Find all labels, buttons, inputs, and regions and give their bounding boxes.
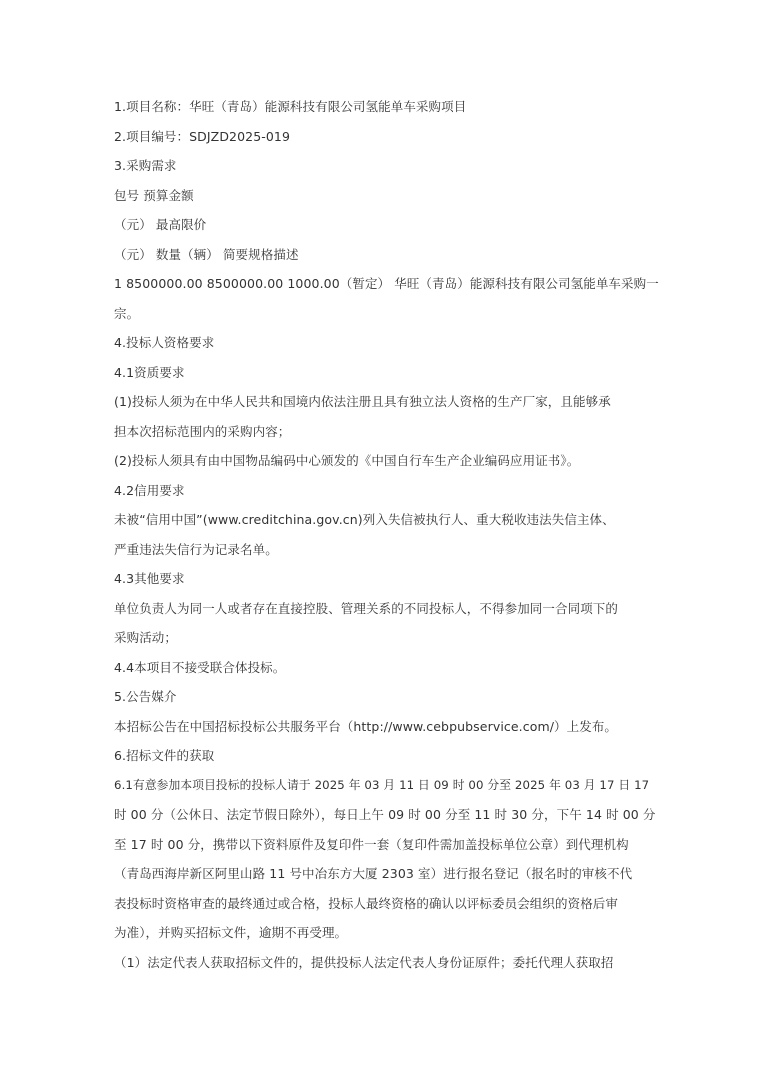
table-header-line: （元） 数量（辆） 简要规格描述: [114, 246, 299, 262]
table-header-line: 包号 预算金额: [114, 187, 194, 203]
paragraph-line: 本招标公告在中国招标投标公共服务平台（http://www.cebpubservice.com/）上发布。: [114, 718, 618, 734]
paragraph-line: 担本次招标范围内的采购内容；: [114, 423, 291, 439]
paragraph-line: 6.1有意参加本项目投标的投标人请于 2025 年 03 月 11 日 09 时 00 分至 2025 年 03 月 17 日 17: [114, 777, 650, 792]
paragraph-line: 严重违法失信行为记录名单。: [114, 541, 278, 557]
subsection-heading: 4.2信用要求: [114, 482, 185, 498]
paragraph-line: （青岛西海岸新区阿里山路 11 号中冶东方大厦 2303 室）进行报名登记（报名时的审核不代: [114, 866, 633, 881]
table-row-line: 1 8500000.00 8500000.00 1000.00（暂定） 华旺（青岛）能源科技有限公司氢能单车采购一: [114, 276, 659, 291]
section-heading-qualification: 4.投标人资格要求: [114, 335, 215, 350]
document-body: [114, 92, 659, 977]
paragraph-line: 表投标时资格审查的最终通过或合格，投标人最终资格的确认以评标委员会组织的资格后审: [114, 895, 619, 911]
paragraph-line: (2)投标人须具有由中国物品编码中心颁发的《中国自行车生产企业编码应用证书》。: [114, 453, 580, 468]
project-number-line: 2.项目编号：SDJZD2025-019: [114, 128, 291, 144]
project-name-line: 1.项目名称：华旺（青岛）能源科技有限公司氢能单车采购项目: [114, 99, 467, 114]
section-heading-procurement: 3.采购需求: [114, 158, 177, 173]
section-heading-media: 5.公告媒介: [114, 689, 177, 704]
paragraph-line: （1）法定代表人获取招标文件的，提供投标人法定代表人身份证原件；委托代理人获取招: [114, 954, 614, 970]
paragraph-line: 时 00 分（公休日、法定节假日除外），每日上午 09 时 00 分至 11 时 30 分，下午 14 时 00 分: [114, 807, 656, 822]
paragraph-line: 采购活动；: [114, 630, 178, 645]
paragraph-line: 为准），并购买招标文件，逾期不再受理。: [114, 925, 348, 940]
subsection-heading: 4.4本项目不接受联合体投标。: [114, 659, 286, 675]
subsection-heading: 4.1资质要求: [114, 364, 185, 380]
paragraph-line: 至 17 时 00 分，携带以下资料原件及复印件一套（复印件需加盖投标单位公章）到代理机构: [114, 836, 629, 852]
table-header-line: （元） 最高限价: [114, 217, 207, 232]
paragraph-line: (1)投标人须为在中华人民共和国境内依法注册且具有独立法人资格的生产厂家，且能够承: [114, 394, 611, 409]
section-heading-documents: 6.招标文件的获取: [114, 748, 215, 763]
paragraph-line: 未被“信用中国”(www.creditchina.gov.cn)列入失信被执行人、重大税收违法失信主体、: [114, 512, 615, 527]
table-row-line: 宗。: [114, 305, 140, 321]
subsection-heading: 4.3其他要求: [114, 571, 185, 586]
paragraph-line: 单位负责人为同一人或者存在直接控股、管理关系的不同投标人，不得参加同一合同项下的: [114, 600, 619, 616]
